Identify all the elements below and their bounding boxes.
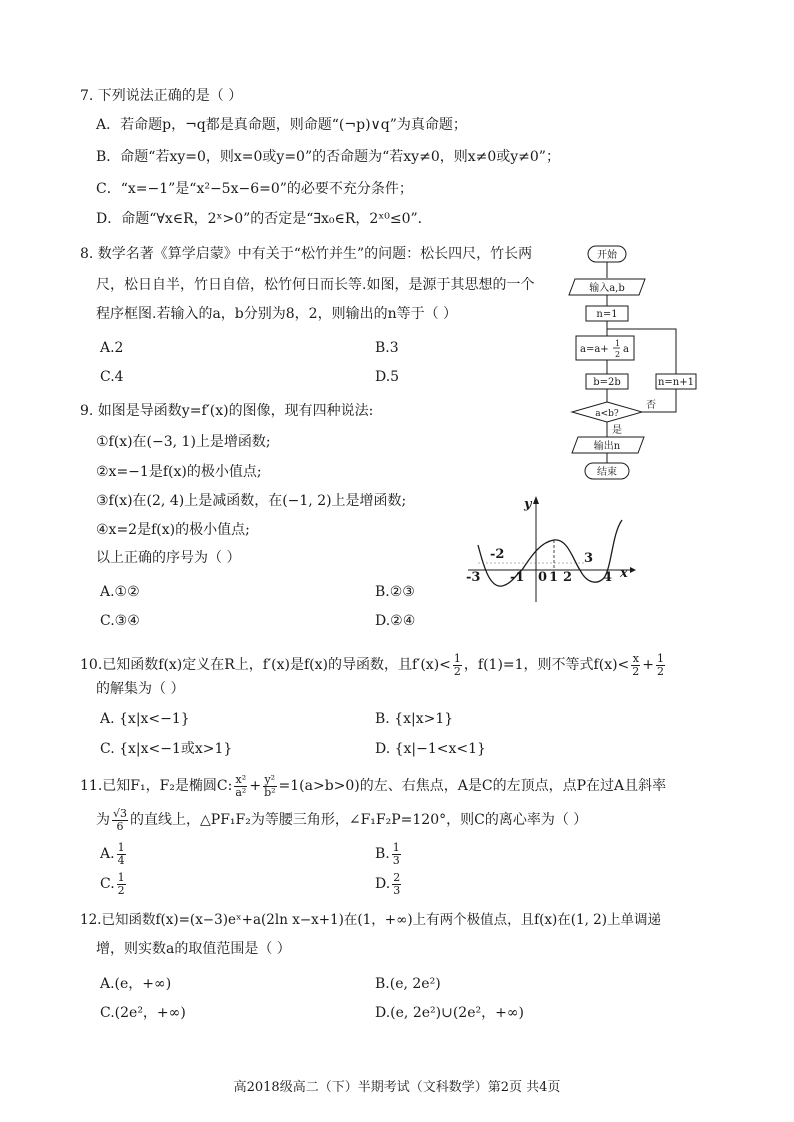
flow-start-text: 开始 [597, 250, 617, 261]
q11-option-a-num: 1 [117, 840, 125, 854]
q10-option-d: D. {x|−1<x<1} [375, 741, 486, 757]
q8-line-1: 8. 数学名著《算学启蒙》中有关于“松竹并生”的问题：松长四尺，竹长两 [80, 246, 533, 262]
x-axis-label: x [620, 566, 628, 581]
q9-ask: 以上正确的序号为（ ） [96, 550, 241, 566]
q10-stem-pre: 10.已知函数f(x)定义在R上，f′(x)是f(x)的导函数，且f′(x)< [80, 657, 451, 673]
q12-option-a: A.(e，+∞) [100, 976, 172, 992]
q11-l2-pre: 为 [96, 812, 110, 828]
q11-line-2 [96, 806, 587, 834]
q11-slope-num: √3 [113, 806, 128, 820]
q8-line-3: 程序框图.若输入的a，b分别为8，2，则输出的n等于（ ） [96, 306, 458, 322]
q12-option-d: D.(e, 2e²)∪(2e²，+∞) [375, 1005, 524, 1021]
q10-x-fraction [631, 653, 640, 678]
q11-option-a-frac [117, 842, 126, 867]
q9-statement-3: ③f(x)在(2, 4)上是减函数，在(−1, 2)上是增函数; [96, 493, 407, 509]
flow-no-label: 否 [646, 400, 656, 411]
q9-statement-4: ④x=2是f(x)的极小值点; [96, 522, 250, 538]
q9-statement-2: ②x=−1是f(x)的极小值点; [96, 464, 262, 480]
q11-option-b [375, 840, 403, 868]
q12-line-1: 12.已知函数f(x)=(x−3)eˣ+a(2ln x−x+1)在(1，+∞)上有两个极值点，且f(x)在(1, 2)上单调递 [80, 912, 662, 928]
q10-half2-num: 1 [657, 651, 665, 665]
flow-step-a-frac-num: 1 [615, 339, 621, 348]
q11-eq-tail: =1(a>b>0)的左、右焦点，A是C的左顶点，点P在过A且斜率 [278, 778, 667, 794]
q10-option-a: A. {x|x<−1} [100, 711, 190, 727]
q12-line-2: 增，则实数a的取值范围是（ ） [96, 941, 291, 957]
q11-option-a-label: A. [100, 846, 115, 862]
q9-option-a: A.①② [100, 584, 140, 600]
y-axis-label: y [524, 497, 532, 512]
q11-option-d-frac [392, 872, 401, 897]
q11-option-b-num: 1 [392, 840, 400, 854]
flow-step-a-frac-den: 2 [615, 350, 621, 359]
flow-yes-label: 是 [612, 425, 622, 436]
q10-half-num: 1 [453, 651, 461, 665]
q10-half-den: 2 [453, 664, 461, 678]
q11-option-a-den: 4 [117, 853, 125, 867]
flow-step-b-text: b=2b [593, 377, 621, 388]
q10-half-fraction-2 [656, 653, 665, 678]
q7-option-d: D．命题“∀x∈R，2ˣ>0”的否定是“∃x₀∈R，2ˣ⁰≤0”． [96, 211, 432, 227]
tick-label-0: 0 [538, 570, 548, 585]
q11-option-c [100, 870, 128, 898]
page-footer: 高2018级高二（下）半期考试（文科数学）第2页 共4页 [233, 1080, 561, 1095]
q9-option-d: D.②④ [375, 613, 416, 629]
q9-stem: 9. 如图是导函数y=f′(x)的图像，现有四种说法: [80, 403, 374, 419]
q11-option-b-den: 3 [392, 853, 400, 867]
q9-option-b: B.②③ [375, 584, 415, 600]
tick-label-neg3: -3 [466, 570, 481, 585]
flow-step-a-text: a=a+ [580, 344, 609, 355]
q8-option-c: C.4 [100, 369, 124, 385]
q11-a2: a² [235, 785, 247, 799]
tick-label-2: 2 [563, 570, 573, 585]
q10-stem [80, 652, 667, 678]
q11-option-b-label: B. [375, 846, 390, 862]
tick-label-neg2: -2 [490, 547, 505, 562]
q11-option-c-frac [117, 872, 126, 897]
q11-x-fraction [234, 774, 247, 799]
q11-option-c-den: 2 [117, 883, 125, 897]
q8-option-a: A.2 [100, 340, 124, 356]
q7-option-c: C．“x=−1”是“x²−5x−6=0”的必要不充分条件； [96, 181, 413, 197]
q11-pre: 11.已知F₁，F₂是椭圆C: [80, 778, 233, 794]
q11-option-b-frac [392, 842, 401, 867]
q11-l2-tail: 的直线上，△PF₁F₂为等腰三角形，∠F₁F₂P=120°，则C的离心率为（ ） [130, 812, 588, 828]
q11-option-c-label: C. [100, 876, 115, 892]
q10-half-fraction [453, 653, 462, 678]
tick-label-neg1: -1 [510, 570, 525, 585]
tick-label-1: 1 [549, 570, 559, 585]
derivative-graph [460, 490, 640, 610]
flow-output-text: 输出n [593, 441, 621, 452]
q10-plus: + [642, 657, 655, 673]
flow-condition-text: a<b? [595, 409, 619, 419]
q11-plus: + [249, 778, 262, 794]
q11-x2: x² [235, 772, 247, 786]
q10-option-c: C. {x|x<−1或x>1} [100, 741, 233, 757]
q11-option-c-num: 1 [117, 870, 125, 884]
q10-stem-tail: 的解集为（ ） [96, 681, 185, 697]
q9-option-c: C.③④ [100, 613, 140, 629]
q11-option-a [100, 840, 128, 868]
q11-slope-fraction [112, 808, 128, 833]
q9-statement-1: ①f(x)在(−3, 1)上是增函数; [96, 434, 271, 450]
q11-option-d [375, 870, 403, 898]
q11-option-d-label: D. [375, 876, 391, 892]
q12-option-b: B.(e, 2e²) [375, 976, 441, 992]
flow-step-a-tail: a [623, 344, 629, 355]
q11-option-d-den: 3 [393, 883, 401, 897]
q8-line-2: 尺，松日自半，竹日自倍，松竹何日而长等.如图，是源于其思想的一个 [96, 277, 535, 293]
q7-option-a: A．若命题p，¬q都是真命题，则命题“(¬p)∨q”为真命题； [96, 117, 467, 133]
q11-b2: b² [264, 785, 276, 799]
q10-x-den: 2 [632, 664, 640, 678]
flow-input-text: 输入a,b [589, 283, 625, 294]
tick-label-4: 4 [603, 570, 613, 585]
flow-init-text: n=1 [596, 309, 618, 320]
q8-option-b: B.3 [375, 340, 399, 356]
tick-label-3: 3 [584, 551, 594, 566]
q7-option-b: B．命题“若xy=0，则x=0或y=0”的否命题为“若xy≠0，则x≠0或y≠0”； [96, 149, 560, 165]
flow-increment-text: n=n+1 [657, 377, 695, 388]
q11-y2: y² [264, 772, 276, 786]
q8-option-d: D.5 [375, 369, 400, 385]
q10-option-b: B. {x|x>1} [375, 711, 454, 727]
flow-end-text: 结束 [597, 467, 617, 478]
q10-x-num: x [632, 651, 639, 665]
q11-line-1 [80, 772, 666, 800]
q11-option-d-num: 2 [393, 870, 401, 884]
q10-stem-mid: ，f(1)=1，则不等式f(x)< [463, 657, 630, 673]
q7-stem: 7. 下列说法正确的是（ ） [80, 88, 243, 104]
q10-half2-den: 2 [657, 664, 665, 678]
q11-slope-den: 6 [116, 819, 124, 833]
q12-option-c: C.(2e²，+∞) [100, 1005, 186, 1021]
q11-y-fraction [263, 774, 276, 799]
program-flowchart [560, 242, 710, 487]
